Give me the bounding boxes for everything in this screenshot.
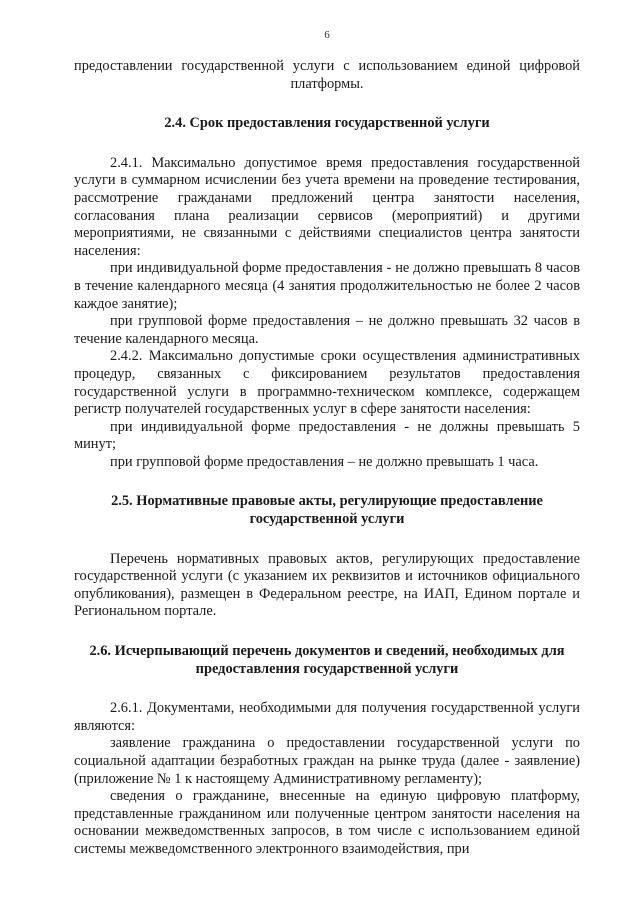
paragraph: при групповой форме предоставления – не должно превышать 32 часов в течение календарного месяца. (74, 313, 580, 347)
paragraph: при индивидуальной форме предоставления - не должны превышать 5 минут; (74, 418, 580, 453)
section-heading: 2.6. Исчерпывающий перечень документов и сведений, необходимых для предоставления государственной услуги (89, 643, 565, 677)
spacer (74, 133, 580, 155)
paragraph: Перечень нормативных правовых актов, регулирующих предоставление государственной услуги (с указанием их реквизитов и источников официального опубликования), размещен в Федеральном реестре, на ИАП, Едином портале и Региональном портале. (74, 550, 580, 620)
spacer (74, 621, 580, 643)
paragraph: предоставлении государственной услуги с использованием единой цифровой платформы. (74, 58, 580, 92)
paragraph: заявление гражданина о предоставлении государственной услуги по социальной адаптации безработных граждан на рынке труда (далее - заявление) (приложение № 1 к настоящему Административному регламенту); (74, 735, 580, 787)
spacer (74, 93, 580, 115)
paragraph: при индивидуальной форме предоставления - не должно превышать 8 часов в течение календарного месяца (4 занятия продолжительностью не более 2 часов каждое занятие); (74, 260, 580, 312)
spacer (74, 678, 580, 700)
spacer (74, 529, 580, 551)
paragraph: 2.4.1. Максимально допустимое время предоставления государственной услуги в суммарном исчислении без учета времени на проведение тестирования, рассмотрение гражданами предложений центра занятости населения, согласования плана реализации сервисов (мероприятий) и другими мероприятиями, не связанными с действиями специалистов центра занятости населения: (74, 154, 580, 259)
section-heading: 2.5. Нормативные правовые акты, регулирующие предоставление государственной услуги (111, 493, 543, 528)
paragraph: при групповой форме предоставления – не должно превышать 1 часа. (110, 453, 539, 470)
spacer (74, 471, 580, 493)
paragraph: 2.6.1. Документами, необходимыми для получения государственной услуги являются: (74, 700, 580, 734)
document-body (74, 58, 580, 859)
document-page (74, 28, 580, 859)
section-heading: 2.4. Срок предоставления государственной услуги (164, 115, 490, 132)
page-number: 6 (324, 29, 330, 41)
paragraph: 2.4.2. Максимально допустимые сроки осуществления административных процедур, связанных с фиксированием результатов предоставления государственной услуги в программно-техническом комплексе, содержащем регистр получателей государственных услуг в сфере занятости населения: (74, 348, 580, 418)
paragraph: сведения о гражданине, внесенные на единую цифровую платформу, представленные гражданином или полученные центром занятости населения на основании межведомственных запросов, в том числе с использованием единой системы межведомственного электронного взаимодействия, при (74, 788, 580, 857)
